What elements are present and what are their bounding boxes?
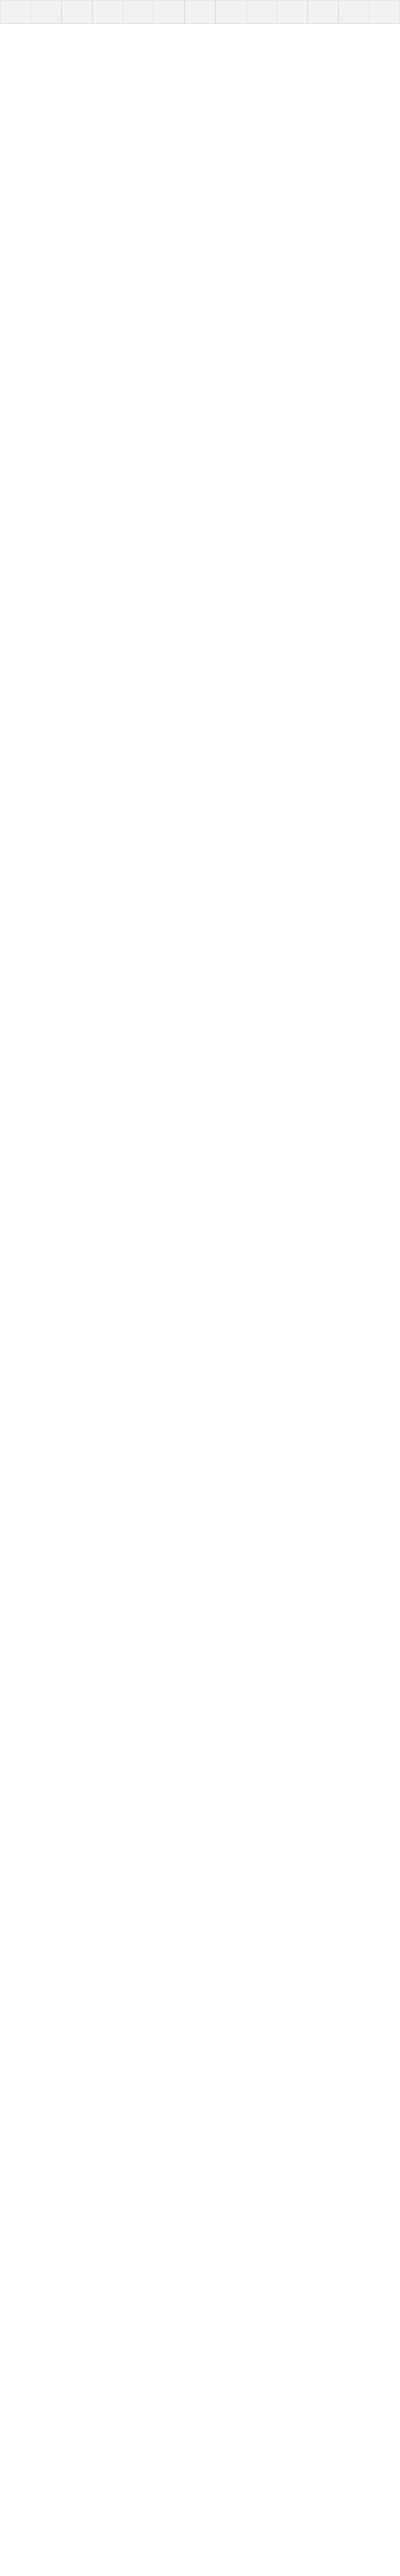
column-header [62,1,93,24]
column-header [31,1,62,24]
column-header [154,1,185,24]
column-header [307,1,338,24]
column-header [246,1,277,24]
fund-flow-table [0,0,400,24]
column-header [369,1,400,24]
column-header [185,1,216,24]
column-header [93,1,124,24]
column-header [123,1,154,24]
column-header [277,1,308,24]
table-header [1,1,400,24]
fund-flow-page [0,0,400,24]
header-row [1,1,400,24]
column-header [1,1,31,24]
column-header [215,1,246,24]
column-header [338,1,369,24]
